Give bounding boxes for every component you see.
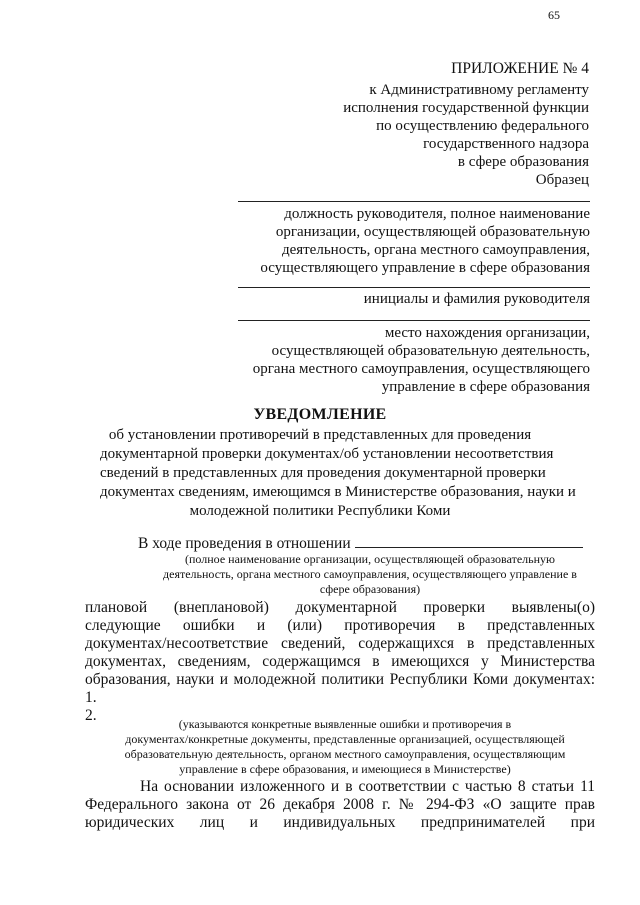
- appendix-line: к Административному регламенту: [369, 82, 589, 98]
- note-line: (полное наименование организации, осуществляющей образовательную: [185, 552, 555, 566]
- blank-line-position: [238, 201, 590, 202]
- page-number: 65: [548, 8, 560, 22]
- addressee-location-caption: [240, 324, 590, 396]
- subtitle-line: документарной проверки документах/об установлении несоответствия: [100, 446, 554, 462]
- caption-line: управление в сфере образования: [381, 379, 590, 395]
- paragraph-line: Федерального закона от 26 декабря 2008 г. № 294-ФЗ «О защите прав: [85, 796, 595, 813]
- caption-line: место нахождения организации,: [384, 325, 590, 341]
- caption-line: должность руководителя, полное наименование: [284, 206, 590, 222]
- appendix-line: по осуществлению федерального: [376, 118, 589, 134]
- appendix-reference: [250, 81, 589, 189]
- appendix-line: государственного надзора: [423, 136, 589, 152]
- caption-line: органа местного самоуправления, осуществляющего: [252, 361, 590, 377]
- paragraph-line: следующие ошибки и (или) противоречия в представленных: [85, 617, 595, 634]
- paragraph-basis: [85, 778, 595, 832]
- paragraph-line: документах/несоответствие сведений, содержащихся в представленных: [85, 635, 595, 652]
- note-line: образовательную деятельность, органом местного самоуправления, осуществляющим: [124, 747, 566, 761]
- caption-line: инициалы и фамилия руководителя: [363, 291, 590, 307]
- subtitle-line: документах сведениям, имеющимся в Министерстве образования, науки и: [100, 484, 576, 500]
- subtitle-line: об установлении противоречий в представленных для проведения: [108, 427, 532, 443]
- paragraph-line: документах, сведениям, содержащимся в имеющихся у Министерства: [85, 653, 595, 670]
- list-item: 1.: [85, 689, 97, 706]
- paragraph-findings: [85, 599, 595, 725]
- intro-line: [138, 535, 583, 553]
- paragraph-line: юридических лиц и индивидуальных предпринимателей при: [85, 814, 595, 831]
- addressee-position-caption: [240, 205, 590, 277]
- list-note: [100, 717, 590, 777]
- notice-subtitle: [100, 426, 576, 521]
- paragraph-line: плановой (внеплановой) документарной проверки выявлены(о): [85, 599, 595, 616]
- caption-line: осуществляющей образовательную деятельность,: [271, 343, 590, 359]
- caption-line: деятельность, органа местного самоуправления,: [281, 242, 590, 258]
- organization-blank: [355, 535, 583, 548]
- list-item: 2.: [85, 707, 97, 724]
- intro-text: В ходе проведения в отношении: [138, 535, 351, 552]
- blank-line-name: [238, 287, 590, 288]
- blank-line-location: [238, 320, 590, 321]
- note-line: документах/конкретные документы, представленные организацией, осуществляющей: [125, 732, 565, 746]
- note-line: (указываются конкретные выявленные ошибки и противоречия в: [178, 717, 512, 731]
- paragraph-line: образования, науки и молодежной политики Республики Коми документах:: [85, 671, 595, 688]
- caption-line: осуществляющего управление в сфере образования: [260, 260, 590, 276]
- note-line: сфере образования): [319, 582, 421, 596]
- addressee-name-caption: [240, 290, 590, 308]
- appendix-title: ПРИЛОЖЕНИЕ № 4: [451, 60, 589, 77]
- paragraph-line: На основании изложенного и в соответствии с частью 8 статьи 11: [140, 778, 595, 795]
- caption-line: организации, осуществляющей образовательную: [275, 224, 590, 240]
- sample-label: Образец: [535, 172, 589, 188]
- note-line: деятельность, органа местного самоуправления, осуществляющего управление в: [163, 567, 577, 581]
- intro-note: [150, 552, 590, 597]
- appendix-line: исполнения государственной функции: [343, 100, 589, 116]
- appendix-line: в сфере образования: [457, 154, 589, 170]
- note-line: управление в сфере образования, и имеющиеся в Министерстве): [179, 762, 511, 776]
- notice-title: УВЕДОМЛЕНИЕ: [253, 406, 387, 423]
- subtitle-line: молодежной политики Республики Коми: [189, 503, 451, 519]
- subtitle-line: сведений в представленных для проведения документарной проверки: [100, 465, 546, 481]
